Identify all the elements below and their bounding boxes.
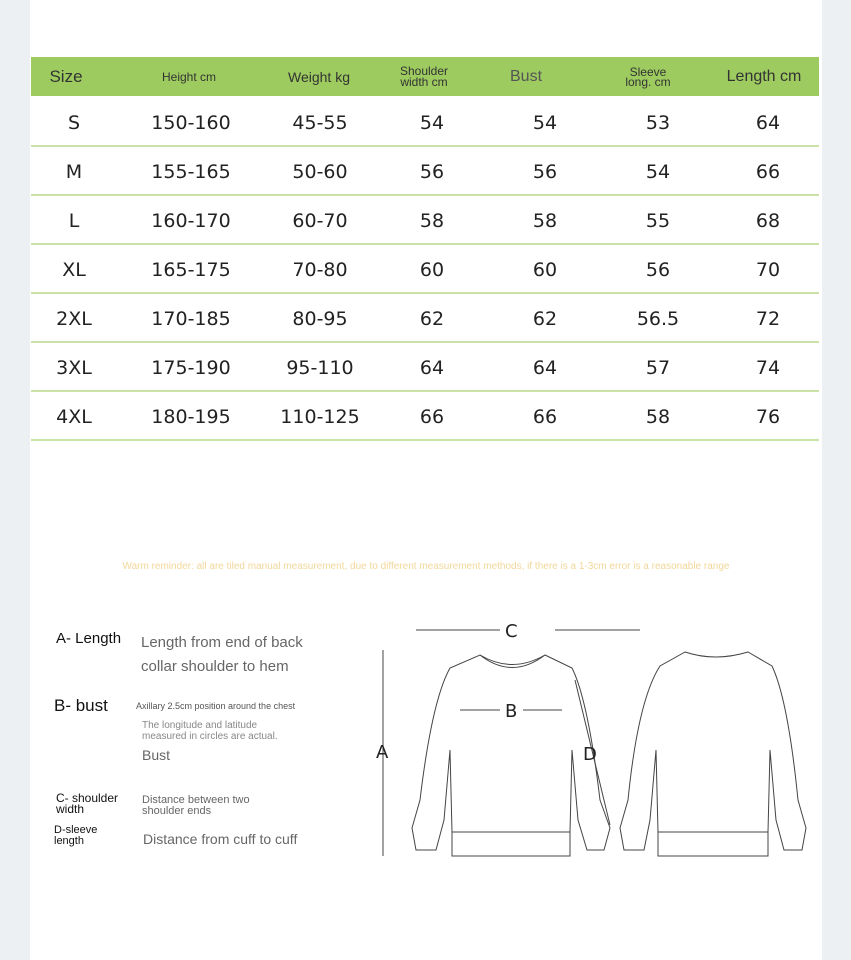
warm-reminder: Warm reminder: all are tiled manual measurement, due to different measurement methods, if there is a 1-3cm error is a reasonable range bbox=[122, 561, 730, 572]
sweater-front-hem bbox=[452, 832, 570, 856]
legend-b-label: B- bust bbox=[54, 696, 108, 715]
table-cell: 56 bbox=[645, 259, 671, 281]
header-height: Height cm bbox=[161, 69, 217, 84]
table-cell: 160-170 bbox=[151, 210, 231, 232]
diagram-d: D bbox=[583, 744, 597, 765]
legend-a-label: A- Length bbox=[56, 630, 122, 647]
table-cell: 95-110 bbox=[286, 357, 354, 379]
table-row bbox=[31, 341, 819, 392]
table-cell: 60 bbox=[419, 259, 445, 281]
header-shoulder: Shoulder width cm bbox=[399, 63, 449, 89]
table-cell: L bbox=[68, 210, 80, 232]
table-cell: 80-95 bbox=[292, 308, 348, 330]
size-chart-page bbox=[30, 0, 822, 960]
table-cell: 165-175 bbox=[151, 259, 231, 281]
legend-c-desc: Distance between two shoulder ends bbox=[142, 794, 250, 817]
legend-b-word: Bust bbox=[142, 747, 171, 763]
table-cell: 62 bbox=[419, 308, 445, 330]
table-cell: 110-125 bbox=[280, 406, 360, 428]
table-cell: 57 bbox=[645, 357, 671, 379]
sweater-back-icon bbox=[620, 652, 806, 850]
table-cell: 64 bbox=[755, 112, 781, 134]
table-cell: 62 bbox=[532, 308, 558, 330]
table-cell: 66 bbox=[532, 406, 558, 428]
table-cell: 70-80 bbox=[292, 259, 348, 281]
sweater-back-hem bbox=[658, 832, 768, 856]
table-row bbox=[31, 194, 819, 245]
table-cell: 53 bbox=[645, 112, 671, 134]
legend-c-label: C- shoulder width bbox=[56, 791, 119, 816]
table-cell: 54 bbox=[532, 112, 558, 134]
table-row bbox=[31, 292, 819, 343]
header-sleeve: Sleeve long. cm bbox=[625, 64, 671, 89]
table-cell: 60-70 bbox=[292, 210, 348, 232]
table-cell: 58 bbox=[645, 406, 671, 428]
diagram-b: B bbox=[505, 701, 518, 722]
table-cell: 68 bbox=[755, 210, 781, 232]
table-cell: 56.5 bbox=[636, 308, 680, 330]
table-cell: 60 bbox=[532, 259, 558, 281]
header-bust: Bust bbox=[509, 67, 543, 85]
table-cell: 66 bbox=[755, 161, 781, 183]
table-cell: 54 bbox=[419, 112, 445, 134]
legend-b-sub: Axillary 2.5cm position around the chest bbox=[136, 701, 296, 711]
table-cell: 56 bbox=[532, 161, 558, 183]
legend-b-desc: The longitude and latitude measured in circles are actual. bbox=[142, 720, 278, 742]
sweater-diagram bbox=[340, 610, 810, 870]
header-weight: Weight kg bbox=[288, 68, 350, 85]
legend-d-label: D-sleeve length bbox=[54, 824, 98, 847]
table-cell: 64 bbox=[532, 357, 558, 379]
header-size: Size bbox=[49, 66, 83, 86]
table-cell: 64 bbox=[419, 357, 445, 379]
sweater-front-icon bbox=[412, 655, 610, 850]
table-row bbox=[31, 145, 819, 196]
table-cell: 155-165 bbox=[151, 161, 231, 183]
header-length: Length cm bbox=[726, 67, 802, 85]
table-cell: M bbox=[65, 161, 83, 183]
table-row bbox=[31, 96, 819, 147]
table-cell: 50-60 bbox=[292, 161, 348, 183]
table-cell: 72 bbox=[755, 308, 781, 330]
table-cell: 70 bbox=[755, 259, 781, 281]
table-cell: 175-190 bbox=[151, 357, 231, 379]
table-header bbox=[31, 57, 819, 96]
table-cell: 3XL bbox=[56, 357, 92, 379]
table-cell: 58 bbox=[419, 210, 445, 232]
table-cell: 4XL bbox=[56, 406, 92, 428]
diagram-a: A bbox=[376, 742, 389, 763]
table-cell: 55 bbox=[645, 210, 671, 232]
table-cell: 56 bbox=[419, 161, 445, 183]
table-cell: S bbox=[67, 112, 81, 134]
table-cell: 66 bbox=[419, 406, 445, 428]
table-cell: 180-195 bbox=[151, 406, 231, 428]
table-cell: 58 bbox=[532, 210, 558, 232]
table-cell: 2XL bbox=[56, 308, 92, 330]
table-cell: 45-55 bbox=[292, 112, 348, 134]
table-row bbox=[31, 390, 819, 441]
diagram-c: C bbox=[505, 621, 518, 642]
legend-d-desc: Distance from cuff to cuff bbox=[143, 831, 298, 847]
table-cell: 54 bbox=[645, 161, 671, 183]
legend-a-desc: Length from end of back collar shoulder to hem bbox=[141, 634, 303, 675]
table-cell: 150-160 bbox=[151, 112, 231, 134]
table-cell: 170-185 bbox=[151, 308, 231, 330]
table-cell: 74 bbox=[755, 357, 781, 379]
table-cell: XL bbox=[62, 259, 86, 281]
front-collar bbox=[480, 655, 545, 668]
table-cell: 76 bbox=[755, 406, 781, 428]
table-row bbox=[31, 243, 819, 294]
